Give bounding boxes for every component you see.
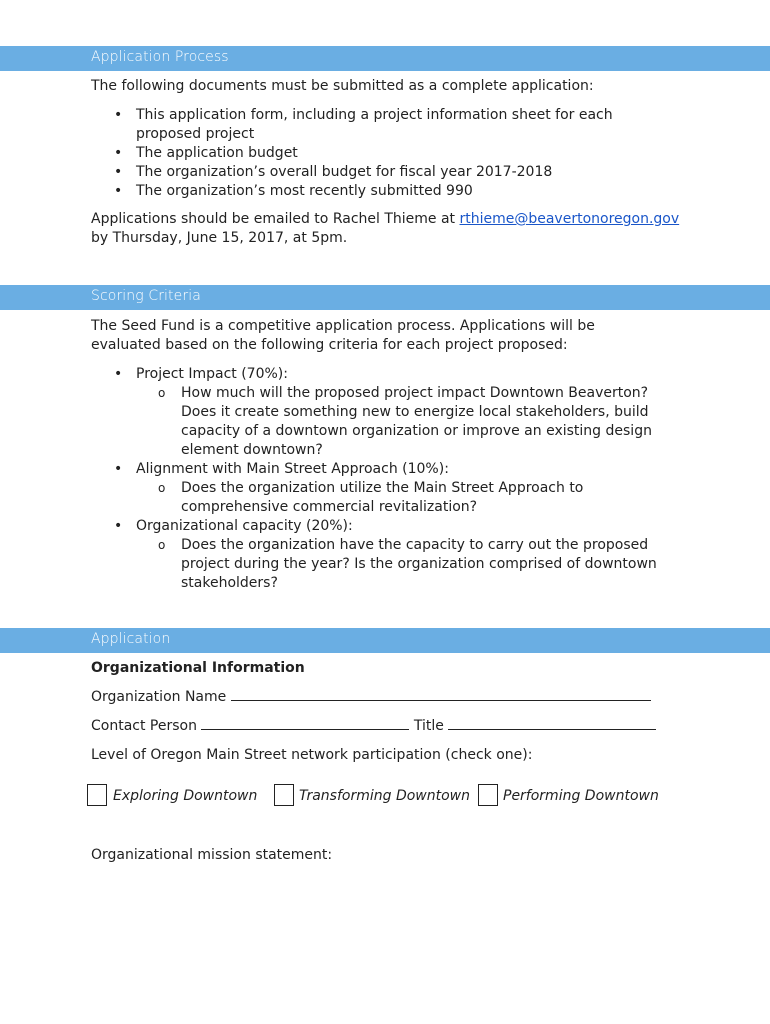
- criterion-item: [114, 517, 681, 593]
- title-field[interactable]: [448, 717, 656, 730]
- criterion-question: o How much will the proposed project impact Downtown Beaverton? Does it create something new to energize local stakeholders, build capacity of a downtown organization or improve an existing design element downtown?: [136, 384, 676, 460]
- list-item: • The application budget: [114, 144, 681, 163]
- section-title: Application Process: [91, 49, 229, 65]
- section-band-application-process: [0, 46, 770, 71]
- criterion-label: Alignment with Main Street Approach (10%):: [136, 461, 449, 477]
- checkbox[interactable]: [274, 784, 294, 806]
- section-title: Application: [91, 631, 171, 647]
- option-label: Transforming Downtown: [299, 788, 471, 804]
- criterion-item: [114, 460, 681, 517]
- document-list: [114, 106, 681, 201]
- org-info-heading: Organizational Information: [91, 660, 305, 676]
- network-participation-label: Level of Oregon Main Street network participation (check one):: [91, 747, 533, 763]
- option-label: Exploring Downtown: [113, 788, 258, 804]
- section-title: Scoring Criteria: [91, 288, 201, 304]
- checkbox[interactable]: [478, 784, 498, 806]
- criterion-question: o Does the organization utilize the Main Street Approach to comprehensive commercial revitalization?: [136, 479, 676, 517]
- title-label: Title: [413, 718, 444, 734]
- criterion-item: [114, 365, 681, 460]
- checkbox[interactable]: [87, 784, 107, 806]
- criterion-question: o Does the organization have the capacity to carry out the proposed project during the year? Is the organization comprised of downtown stakeholders?: [136, 536, 676, 593]
- list-item: • The organization’s most recently submitted 990: [114, 182, 681, 201]
- contact-person-label: Contact Person: [91, 718, 197, 734]
- criteria-list: [114, 365, 681, 593]
- criterion-label: Organizational capacity (20%):: [136, 518, 353, 534]
- organization-name-label: Organization Name: [91, 689, 227, 705]
- organization-name-field[interactable]: [231, 688, 651, 701]
- section-band-application: [0, 628, 770, 653]
- section-band-scoring-criteria: [0, 285, 770, 310]
- scoring-intro: The Seed Fund is a competitive application process. Applications will be evaluated based on the following criteria for each project proposed:: [91, 318, 595, 353]
- contact-person-field[interactable]: [201, 717, 409, 730]
- option-label: Performing Downtown: [503, 788, 659, 804]
- email-post-text: by Thursday, June 15, 2017, at 5pm.: [91, 230, 348, 246]
- email-pre-text: Applications should be emailed to Rachel Thieme at: [91, 211, 460, 227]
- email-link[interactable]: rthieme@beavertonoregon.gov: [459, 211, 680, 227]
- criterion-label: Project Impact (70%):: [136, 366, 288, 382]
- process-intro: The following documents must be submitted as a complete application:: [91, 78, 594, 94]
- mission-statement-label: Organizational mission statement:: [91, 847, 333, 863]
- list-item: • The organization’s overall budget for fiscal year 2017-2018: [114, 163, 681, 182]
- contact-row: [91, 717, 656, 736]
- organization-name-row: [91, 688, 651, 707]
- submission-instructions: [91, 210, 691, 248]
- list-item: • This application form, including a project information sheet for each proposed project: [114, 106, 681, 144]
